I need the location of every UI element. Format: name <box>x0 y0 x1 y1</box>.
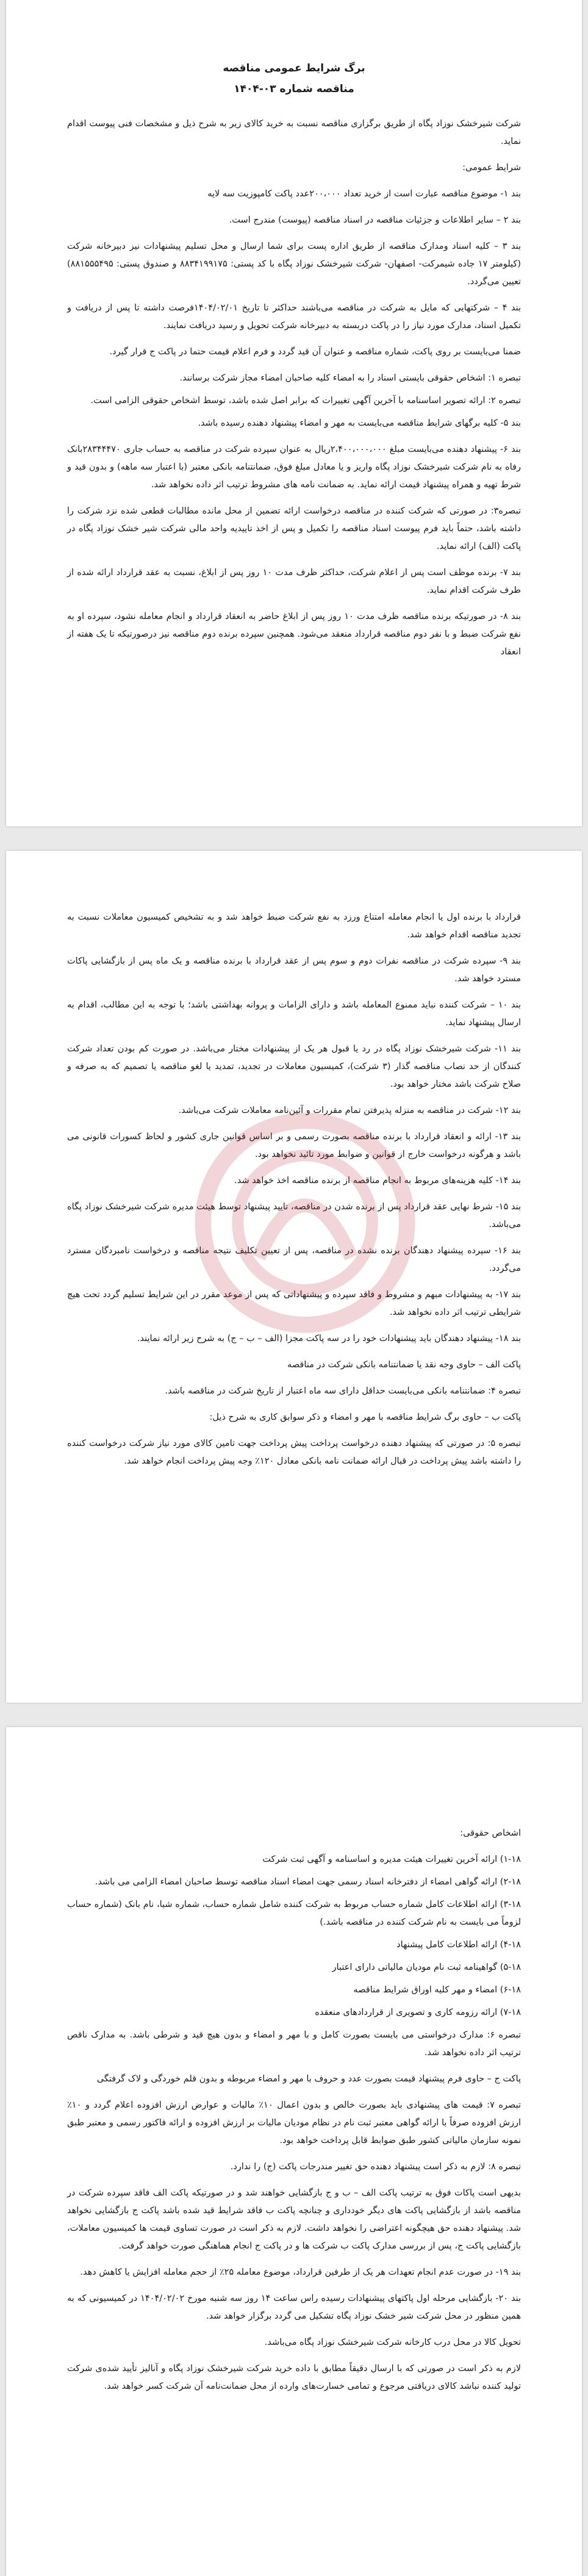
clause: لازم به ذکر است در صورتی که با ارسال دقیقاً مطابق با داده خرید شرکت شیرخشک نوزاد پگاه و آنالیز تأیید شده‌ی شرکت تولید کننده نباشد کالای دریافتی مرجوع و تمامی خسارت‌های وارده از محل ضمانت‌نامه آن شرکت کسر خواهد شد. <box>67 2364 521 2391</box>
clause: بند ۲ – سایر اطلاعات و جزئیات مناقصه در اسناد مناقصه (پیوست) مندرج است. <box>229 215 521 225</box>
note: تبصره ۸: لازم به ذکر است پیشنهاد دهنده حق تغییر مندرجات پاکت (ج) را ندارد. <box>230 2162 521 2172</box>
list-item: ۶-۱۸) امضاء و مهر کلیه اوراق شرایط مناقصه <box>353 1985 521 1995</box>
envelope-b: پاکت ب – حاوی برگ شرایط مناقصه با مهر و امضاء و ذکر سوابق کاری به شرح ذیل: <box>209 1412 521 1422</box>
clause: بند ۴ – شرکتهایی که مایل به شرکت در مناقصه می‌باشند حداکثر تا تاریخ ۱۴۰۴/۰۲/۰۱فرصت داشته تا پس از دریافت و تکمیل اسناد، مدارک مورد نیاز را در پاکت دربسته به دبیرخانه شرکت تحویل و رسید دریافت نمایند. <box>67 303 521 331</box>
clause: بند ۱۸- پیشنهاد دهندگان باید پیشنهادات خود را در سه پاکت مجزا (الف – ب – ج) به شرح زیر ارائه نمایند. <box>137 1334 521 1343</box>
clause: بند ۱۲- شرکت در مناقصه به منزله پذیرفتن تمام مقررات و آئین‌نامه معاملات شرکت می‌باشد. <box>178 1106 521 1115</box>
clause: بند ۲۰- بازگشایی مرحله اول پاکتهای پیشنهادات رسیده راس ساعت ۱۴ روز سه شنبه مورخ ۱۴۰۴/۰۲/۰۲ در کمیسیونی که به همین منظور در محل شرکت شیر خشک نوزاد پگاه تشکیل می گردد برگزار خواهد شد. <box>67 2294 521 2321</box>
note: تبصره ۲: ارائه تصویر اساسنامه با آخرین آگهی تغییرات که برابر اصل شده باشد، توسط اشخاص حقوقی الزامی است. <box>90 396 521 406</box>
clause: بند ۱۴- کلیه هزینه‌های مربوط به انجام مناقصه از برنده مناقصه اخذ خواهد شد. <box>234 1176 521 1186</box>
clause: بند ۱۰ – شرکت کننده نباید ممنوع المعامله باشد و دارای الزامات و پروانه بهداشتی باشد؛ با توجه به این مطالب، اقدام به ارسال پیشنهاد نماید. <box>67 1000 521 1028</box>
clause: بند ۱- موضوع مناقصه عبارت است از خرید تعداد ۲۰۰،۰۰۰عدد پاکت کامپوزیت سه لایه <box>207 189 521 199</box>
clause: بند ۱۹- در صورت عدم انجام تعهدات هر یک از طرفین قرارداد، موضوع معامله ۲۵٪ از حجم معامله افزایش یا کاهش دهد. <box>80 2267 521 2277</box>
envelope-c: پاکت ج – حاوی فرم پیشنهاد قیمت بصورت عدد و حروف با مهر و امضاء مربوطه و بدون قلم خوردگی و لاک گرفتگی <box>96 2074 521 2084</box>
clause: بند ۳ – کلیه اسناد ومدارک مناقصه از طریق اداره پست برای شما ارسال و محل تسلیم پیشنهادات نیز دبیرخانه شرکت (کیلومتر ۱۷ جاده شیمرکت- اصفهان- شرکت شیرخشک نوزاد پگاه با کد پستی: ۸۸۳۴۱۹۹۱۷۵ و صندوق پستی: ۸۸۱۵۵۵۴۹۵) تعیین می‌گردد. <box>67 242 521 287</box>
list-item: ۳-۱۸) ارائه اطلاعات کامل شماره حساب مربوط به شرکت کننده شامل شماره حساب، شماره شبا، نام بانک (شماره حساب لزوماً می بایست به نام شرکت کننده در مناقصه باشد.) <box>67 1900 521 1927</box>
clause: بند ۱۳- ارائه و انعقاد قرارداد با برنده مناقصه بصورت رسمی و بر اساس قوانین جاری کشور و لحاظ کسورات قانونی می باشد و هرگونه درخواست خارج از قوانین و ضوابط مورد تائید نخواهد بود. <box>67 1132 521 1159</box>
clause: بند ۶- پیشنهاد دهنده می‌بایست مبلغ ۲،۴۰۰،۰۰۰،۰۰۰ریال به عنوان سپرده شرکت در مناقصه به حساب جاری ۲۸۳۴۴۴۷۰بانک رفاه به نام شرکت شیرخشک نوزاد پگاه واریز و یا معادل مبلغ فوق، ضمانتنامه بانکی معتبر (با اعتبار سه ماهه) و بدون قید و شرط تهیه و همراه پیشنهاد قیمت ارائه نماید. به ضمانت نامه های مشروط ترتیب اثر داده نخواهد شد. <box>67 445 522 490</box>
clause: بند ۱۶- سپرده پیشنهاد دهندگان برنده نشده در مناقصه، پس از تعیین تکلیف نتیجه مناقصه و درخواست نامبردگان مسترد می‌گردد. <box>67 1246 521 1273</box>
list-item: ۲-۱۸) ارائه گواهی امضاء از دفترخانه اسناد رسمی جهت امضاء اسناد مناقصه توسط صاحبان امضاء الزامی می باشد. <box>95 1877 521 1887</box>
clause: بدیهی است پاکات فوق به ترتیب پاکت الف – ب و ج بازگشایی خواهند شد و در صورتیکه پاکت الف فاقد سپرده شرکت در مناقصه باشد از بازگشایی پاکت های دیگر خودداری و چنانچه پاکت ب فاقد شرایط قید شده باشد پاکت ج بازگشایی نخواهد شد. پیشنهاد دهنده حق هیچگونه اعتراضی را نخواهد داشت. لازم به ذکر است در صورت تساوی قیمت ها کمیسیون معاملات، بازگشایی پاکت ج، پس از بررسی مدارک پاکت ب شرکت ها و در پاکت ج انجام هماهنگی صورت خواهد گرفت. <box>67 2188 521 2251</box>
intro-paragraph: شرکت شیرخشک نوزاد پگاه از طریق برگزاری مناقصه نسبت به خرید کالای زیر به شرح ذیل و مشخصات فنی پیوست اقدام نماید. <box>67 119 521 146</box>
list-item: ۱-۱۸) ارائه آخرین تغییرات هیئت مدیره و اساسنامه و آگهی ثبت شرکت <box>262 1855 521 1864</box>
page-title: برگ شرایط عمومی مناقصه <box>223 62 365 74</box>
section-heading: اشخاص حقوقی: <box>460 1828 521 1838</box>
note: تبصره۳: در صورتی که شرکت کننده در مناقصه درخواست ارائه تضمین از محل مانده مطالبات قطعی شده نزد شرکت را داشته باشد، حتماً باید فرم پیوست اسناد مناقصه را تکمیل و پس از اخذ تاییدیه واحد مالی شرکت شیر خشک نوزاد پگاه در پاکت (الف) ارائه نماید. <box>67 506 521 551</box>
envelope-a: پاکت الف – حاوی وجه نقد یا ضمانتنامه بانکی شرکت در مناقصه <box>287 1360 521 1370</box>
clause: بند ۱۷- به پیشنهادات مبهم و مشروط و فاقد سپرده و پیشنهاداتی که پس از موعد مقرر در این شرایط تسلیم گردد تحت هیچ شرایطی ترتیب اثر داده نخواهد شد. <box>67 1290 521 1317</box>
clause: بند ۱۱- شرکت شیرخشک نوزاد پگاه در رد یا قبول هر یک از پیشنهادات مختار می‌باشد. در صورت کم بودن تعداد شرکت کنندگان از حد نصاب مناقصه گذار (۳ شرکت)، کمیسیون معاملات در تجدید، تمدید یا لغو مناقصه یا تصمیم که به صرفه و صلاح شرکت باشد مختار خواهد بود. <box>67 1044 521 1089</box>
clause: بند ۱۵- شرط نهایی عقد قرارداد پس از برنده شدن در مناقصه، تایید پیشنهاد توسط هیئت مدیره شرکت شیرخشک نوزاد پگاه می‌باشد. <box>67 1202 521 1229</box>
section-heading: شرایط عمومی: <box>462 163 521 173</box>
document-page-3 <box>6 1727 582 2576</box>
clause: بند ۸- در صورتیکه برنده مناقصه ظرف مدت ۱۰ روز پس از ابلاغ حاضر به انعقاد قرارداد و انجام معامله نشود، سپرده او به نفع شرکت ضبط و با نفر دوم مناقصه قرارداد منعقد می‌شود. همچنین سپرده برنده دوم مناقصه نیز درصورتیکه تا یک هفته از انعقاد <box>67 612 521 657</box>
list-item: ۴-۱۸) ارائه اطلاعات کامل پیشنهاد <box>396 1940 521 1950</box>
clause: بند ۵- کلیه برگهای شرایط مناقصه می‌بایست به مهر و امضاء پیشنهاد دهنده رسیده باشد. <box>198 418 521 428</box>
note: تبصره ۴: ضمانتنامه بانکی می‌بایست حداقل دارای سه ماه اعتبار از تاریخ شرکت در مناقصه باشد. <box>165 1386 521 1396</box>
note: تبصره ۱: اشخاص حقوقی بایستی اسناد را به امضاء کلیه صاحبان امضاء مجاز شرکت برسانند. <box>179 373 521 383</box>
list-item: ۷-۱۸) ارائه رزومه کاری و تصویری از قراردادهای منعقده <box>315 2008 521 2017</box>
clause: بند ۷- برنده موظف است پس از اعلام شرکت، حداکثر ظرف مدت ۱۰ روز پس از ابلاغ، نسبت به عقد قرارداد ارائه شده از طرف شرکت اقدام نماید. <box>67 568 521 595</box>
clause: تحویل کالا در محل درب کارخانه شرکت شیرخشک نوزاد پگاه می‌باشد. <box>264 2338 521 2347</box>
clause: قرارداد با برنده اول یا انجام معامله امتناع ورزد به نفع شرکت ضبط خواهد شد و به تشخیص کمیسیون معاملات نسبت به تجدید مناقصه اقدام خواهد شد. <box>67 912 521 940</box>
tender-number: مناقصه شماره ۰۳-۱۴۰۴ <box>234 83 354 95</box>
note: تبصره ۷: قیمت های پیشنهادی باید بصورت خالص و بدون اعمال ۱۰٪ مالیات و عوارض ارزش افزوده اعلام گردد و ۱۰٪ ارزش افزوده صرفاً با ارائه گواهی معتبر ثبت نام در نظام مودیان مالیات بر ارزش افزوده و ارائه فاکتور رسمی و معتبر طبق نمونه سازمان مالیاتی کشور طبق ضوابط قابل پرداخت خواهد بود. <box>67 2100 521 2145</box>
note: تبصره ۵: در صورتی که پیشنهاد دهنده درخواست پرداخت پیش پرداخت جهت تامین کالای مورد نیاز شرکت درخواست کننده را داشته باشد پیش پرداخت در قبال ارائه ضمانت نامه بانکی معادل ۱۲۰٪ وجه پیش پرداخت انجام خواهد شد. <box>67 1439 521 1466</box>
document-page-1 <box>6 0 582 826</box>
clause: ضمنا می‌بایست بر روی پاکت، شماره مناقصه و عنوان آن قید گردد و فرم اعلام قیمت حتما در پاکت ج قرار گیرد. <box>109 347 521 357</box>
document-page-2 <box>6 851 582 1703</box>
list-item: ۵-۱۸) گواهینامه ثبت نام مودیان مالیاتی دارای اعتبار <box>332 1962 521 1972</box>
clause: بند ۹- سپرده شرکت در مناقصه نفرات دوم و سوم پس از عقد قرارداد با برنده مناقصه و یک ماه پس از بازگشایی پاکات مسترد خواهد شد. <box>67 956 521 984</box>
note: تبصره ۶: مدارک درخواستی می بایست بصورت کامل و با مهر و امضاء و بدون هیچ قید و شرطی باشد. به مدارک ناقص ترتیب اثر داده نخواهد شد. <box>67 2030 521 2058</box>
